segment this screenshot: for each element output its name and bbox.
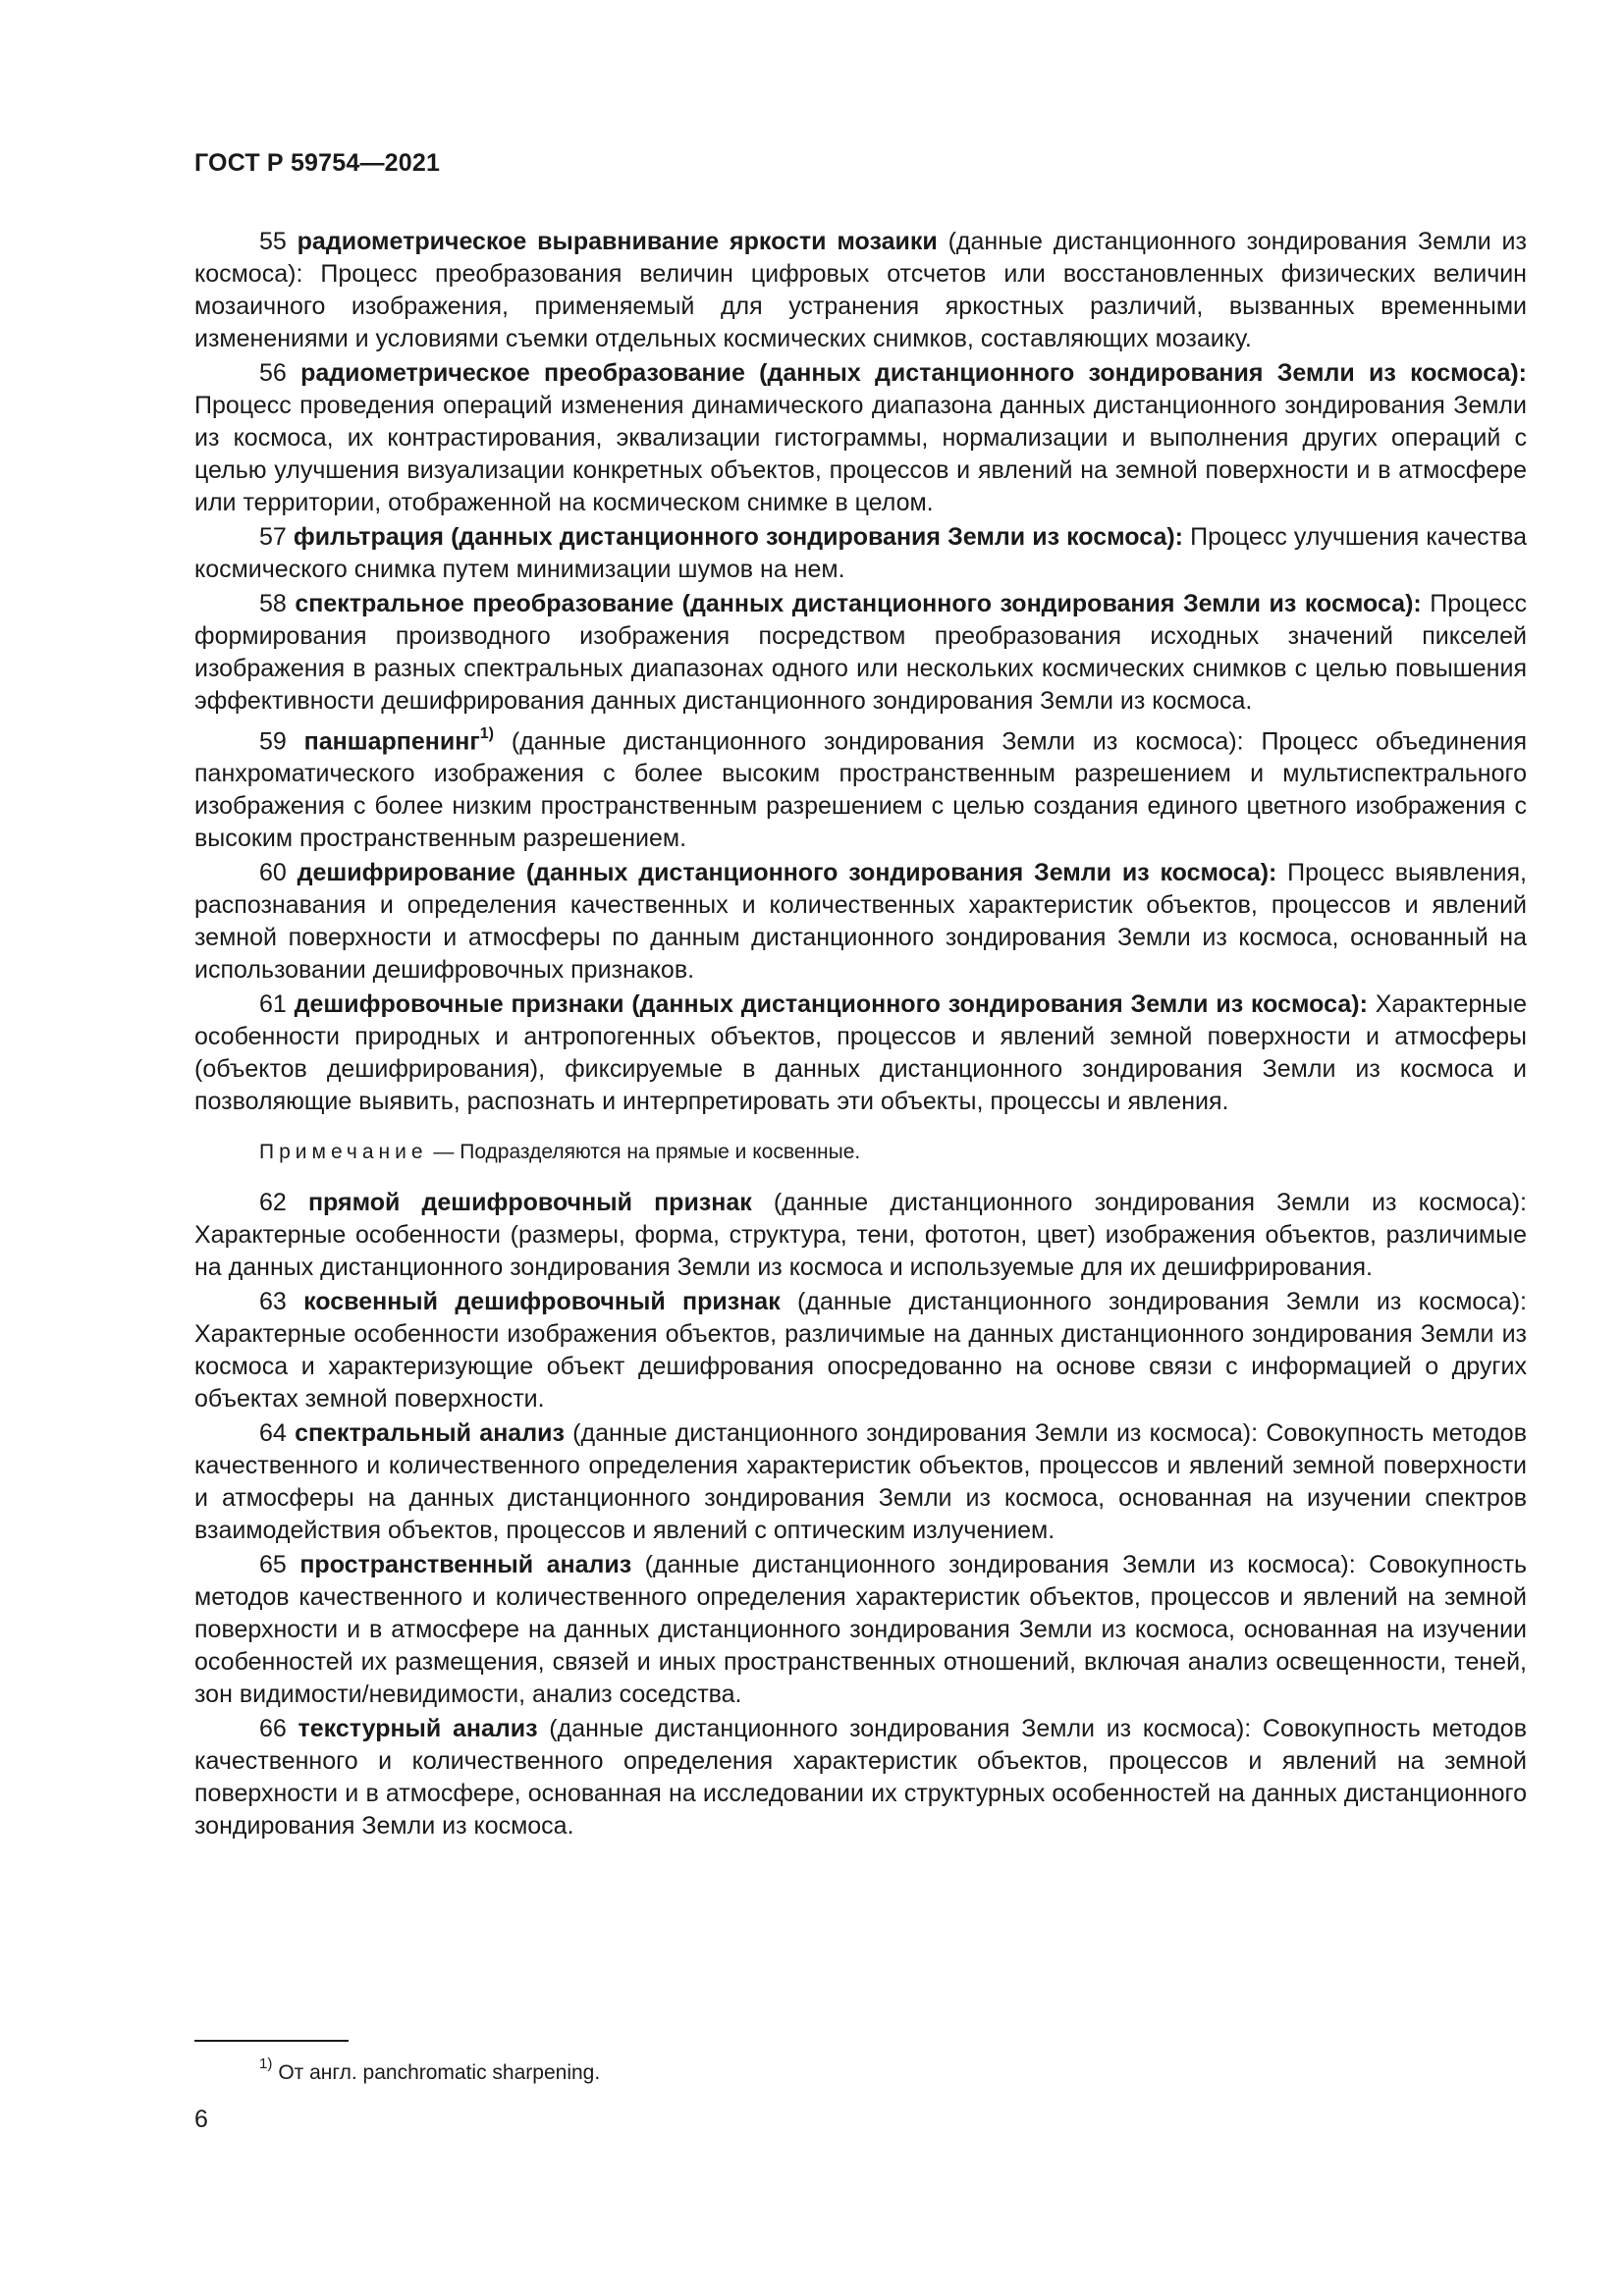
term-title: дешифрирование (данных дистанционного зондирования Земли из космоса):	[297, 859, 1277, 887]
term-number: 61	[259, 990, 287, 1019]
term-title: фильтрация (данных дистанционного зондирования Земли из космоса):	[293, 523, 1183, 551]
page-number: 6	[194, 2106, 208, 2133]
term-definition: Процесс выявления, распознавания и определения качественных и количественных характеристик объектов, процессов и явлений земной поверхности и атмосферы по данным дистанционного зондирования Земли из космоса, основанный на использовании дешифровочных признаков.	[194, 859, 1527, 985]
term-definition: (данные дистанционного зондирования Земли из космоса): Характерные особенности (размеры, форма, структура, тени, фототон, цвет) изображения объектов, различимые на данных дистанционного зондирования Земли из космоса и используемые для их дешифрирования.	[194, 1189, 1527, 1282]
term-definition: (данные дистанционного зондирования Земли из космоса): Характерные особенности изображения объектов, различимые на данных дистанционного зондирования Земли из космоса и характеризующие объект дешифрования опосредованно на основе связи с информацией о других объектах земной поверхности.	[194, 1288, 1527, 1414]
term-entry-63	[194, 1286, 1527, 1415]
term-entry-64	[194, 1417, 1527, 1547]
term-title: спектральное преобразование (данных дистанционного зондирования Земли из космоса):	[295, 590, 1422, 617]
term-entry-56	[194, 357, 1527, 519]
footnote-text: От англ. panchromatic sharpening.	[278, 2061, 601, 2084]
document-body	[194, 226, 1527, 1844]
term-definition: (данные дистанционного зондирования Земли из космоса): Совокупность методов качественного и количественного определения характеристик объектов, процессов и явлений на земной поверхности и в атмосфере, основанная на исследовании их структурных особенностей на данных дистанционного зондирования Земли из космоса.	[194, 1715, 1527, 1841]
term-title: пространственный анализ	[299, 1551, 632, 1579]
term-definition: Процесс проведения операций изменения динамического диапазона данных дистанционного зондирования Земли из космоса, их контрастирования, эквализации гистограммы, нормализации и выполнения других операций с целью улучшения визуализации конкретных объектов, процессов и явлений на земной поверхности и в атмосфере или территории, отображенной на космическом снимке в целом.	[194, 392, 1527, 516]
term-definition: (данные дистанционного зондирования Земли из космоса): Совокупность методов качественного и количественного определения характеристик объектов, процессов и явлений на земной поверхности и в атмосфере на данных дистанционного зондирования Земли из космоса, основанная на изучении особенностей их размещения, связей и иных пространственных отношений, включая анализ освещенности, теней, зон видимости/невидимости, анализ соседства.	[194, 1551, 1527, 1709]
term-entry-62	[194, 1187, 1527, 1284]
footnote-divider	[194, 2040, 349, 2042]
term-title: текстурный анализ	[298, 1715, 538, 1743]
footnote-marker: 1)	[259, 2056, 273, 2072]
term-title: прямой дешифровочный признак	[307, 1189, 752, 1217]
document-header: ГОСТ Р 59754—2021	[194, 149, 441, 177]
term-title: дешифровочные признаки (данных дистанционного зондирования Земли из космоса):	[294, 990, 1368, 1019]
term-number: 65	[259, 1551, 287, 1579]
note-label: Примечание	[259, 1141, 428, 1164]
note-text: — Подразделяются на прямые и косвенные.	[427, 1141, 861, 1164]
term-entry-57	[194, 521, 1527, 586]
term-title: радиометрическое выравнивание яркости мозаики	[297, 228, 938, 255]
note	[259, 1138, 1527, 1167]
term-definition: Процесс формирования производного изображения посредством преобразования исходных значений пикселей изображения в разных спектральных диапазонах одного или нескольких космических снимков с целью повышения эффективности дешифрирования данных дистанционного зондирования Земли из космоса.	[194, 590, 1527, 715]
term-entry-61	[194, 988, 1527, 1118]
term-entry-59	[194, 720, 1527, 855]
term-number: 63	[259, 1288, 287, 1316]
term-entry-55	[194, 226, 1527, 355]
term-number: 58	[259, 590, 287, 617]
term-definition: Процесс улучшения качества космического снимка путем минимизации шумов на нем.	[194, 523, 1527, 583]
term-number: 62	[259, 1189, 287, 1217]
term-title: спектральный анализ	[295, 1419, 565, 1448]
term-number: 60	[259, 859, 287, 887]
term-number: 55	[259, 228, 287, 255]
term-title: радиометрическое преобразование (данных дистанционного зондирования Земли из космоса):	[300, 359, 1527, 387]
term-title: косвенный дешифровочный признак	[303, 1288, 781, 1316]
term-number: 66	[259, 1715, 287, 1743]
term-definition: (данные дистанционного зондирования Земли из космоса): Процесс объединения панхроматического изображения с более высоким пространственным разрешением и мультиспектрального изображения с более низким пространственным разрешением с целью создания единого цветного изображения с высоким пространственным разрешением.	[194, 727, 1527, 853]
term-entry-60	[194, 857, 1527, 987]
term-entry-65	[194, 1549, 1527, 1711]
term-entry-66	[194, 1713, 1527, 1842]
footnote-reference: 1)	[479, 725, 495, 742]
term-definition: (данные дистанционного зондирования Земли из космоса): Процесс преобразования величин цифровых отсчетов или восстановленных физических величин мозаичного изображения, применяемый для устранения яркостных различий, вызванных временными изменениями и условиями съемки отдельных космических снимков, составляющих мозаику.	[194, 228, 1527, 352]
term-definition: (данные дистанционного зондирования Земли из космоса): Совокупность методов качественного и количественного определения характеристик объектов, процессов и явлений земной поверхности и атмосферы на данных дистанционного зондирования Земли из космоса, основанная на изучении спектров взаимодействия объектов, процессов и явлений с оптическим излучением.	[194, 1419, 1527, 1545]
term-number: 64	[259, 1419, 287, 1448]
term-number: 57	[259, 523, 287, 551]
term-entry-58	[194, 588, 1527, 718]
term-number: 56	[259, 359, 287, 387]
footnote	[259, 2054, 600, 2087]
term-title: паншарпенинг	[303, 727, 480, 756]
term-number: 59	[259, 727, 287, 756]
term-definition: Характерные особенности природных и антропогенных объектов, процессов и явлений земной поверхности и атмосферы (объектов дешифрирования), фиксируемые в данных дистанционного зондирования Земли из космоса и позволяющие выявить, распознать и интерпретировать эти объекты, процессы и явления.	[194, 990, 1527, 1116]
